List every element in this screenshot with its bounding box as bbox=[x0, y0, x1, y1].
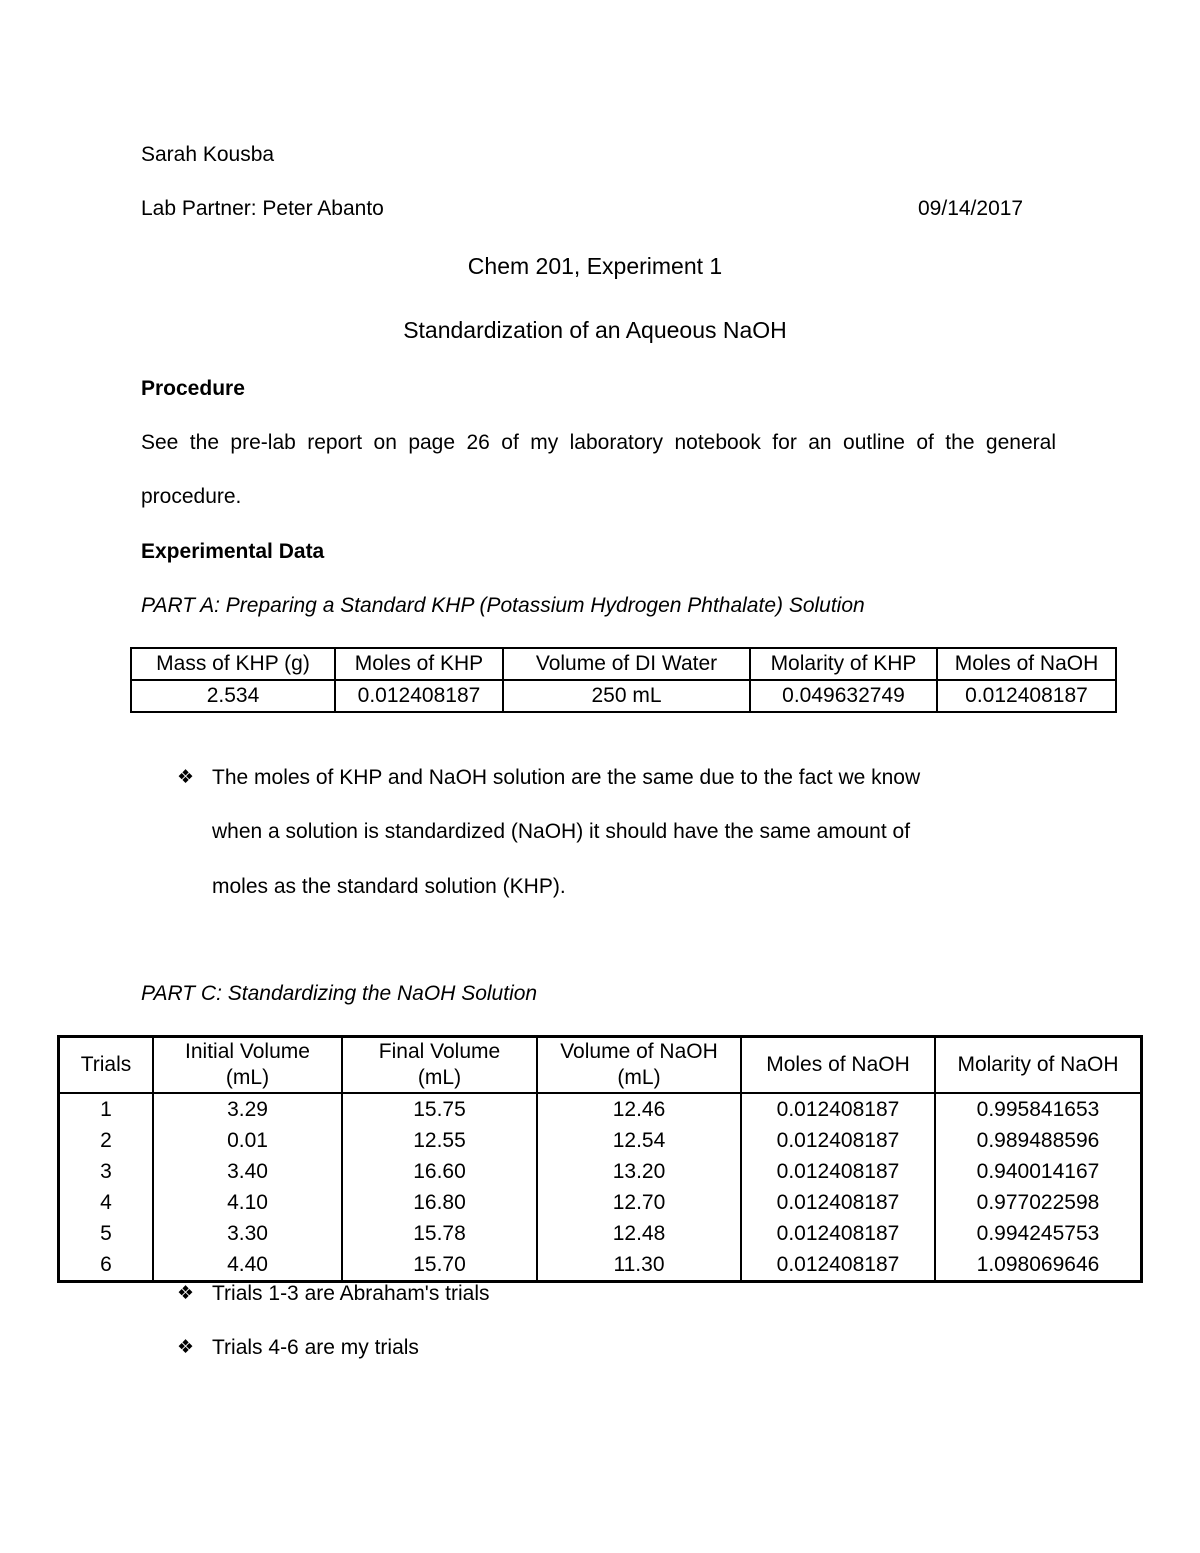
table-cell: 0.049632749 bbox=[750, 680, 937, 712]
table-header-cell bbox=[59, 1037, 154, 1094]
header-line: Final Volume bbox=[378, 1040, 501, 1063]
header-line: (mL) bbox=[225, 1066, 270, 1089]
table-cell: 1 bbox=[59, 1093, 154, 1125]
table-row bbox=[59, 1249, 1142, 1282]
table-cell: 0.012408187 bbox=[741, 1093, 935, 1125]
note-text: The moles of KHP and NaOH solution are the same due to the fact we know bbox=[212, 766, 921, 789]
report-subtitle: Standardization of an Aqueous NaOH bbox=[403, 317, 787, 343]
table-row bbox=[59, 1125, 1142, 1156]
table-header-row bbox=[131, 648, 1116, 680]
table-cell: 2 bbox=[59, 1125, 154, 1156]
lab-partner: Lab Partner: Peter Abanto bbox=[141, 197, 384, 220]
table-cell: 0.012408187 bbox=[741, 1156, 935, 1187]
table-header-cell: Molarity of KHP bbox=[750, 648, 937, 680]
table-cell: 0.012408187 bbox=[741, 1249, 935, 1282]
header-line: (mL) bbox=[417, 1066, 462, 1089]
table-cell: 15.70 bbox=[342, 1249, 537, 1282]
table-cell: 4 bbox=[59, 1187, 154, 1218]
table-header-cell bbox=[342, 1037, 537, 1094]
procedure-text: See the pre-lab report on page 26 of my laboratory notebook for an outline of the general procedure. bbox=[141, 431, 1056, 508]
table-row bbox=[59, 1156, 1142, 1187]
table-cell: 3.29 bbox=[153, 1093, 342, 1125]
table-cell: 11.30 bbox=[537, 1249, 741, 1282]
header-line: Moles of NaOH bbox=[766, 1053, 910, 1076]
part-c-table bbox=[57, 1035, 1143, 1283]
report-date: 09/14/2017 bbox=[918, 197, 1024, 220]
diamond-bullet-icon: ❖ bbox=[177, 767, 195, 788]
table-cell: 12.70 bbox=[537, 1187, 741, 1218]
table-cell: 2.534 bbox=[131, 680, 335, 712]
table-cell: 0.989488596 bbox=[935, 1125, 1142, 1156]
table-header-cell: Moles of KHP bbox=[335, 648, 503, 680]
table-cell: 250 mL bbox=[503, 680, 750, 712]
table-cell: 3 bbox=[59, 1156, 154, 1187]
table-header-cell bbox=[741, 1037, 935, 1094]
header-line: Volume of NaOH bbox=[560, 1040, 718, 1063]
table-cell: 12.46 bbox=[537, 1093, 741, 1125]
table-cell: 15.78 bbox=[342, 1218, 537, 1249]
note-text: Trials 1-3 are Abraham's trials bbox=[212, 1282, 490, 1305]
table-header-cell: Moles of NaOH bbox=[937, 648, 1116, 680]
table-cell: 0.994245753 bbox=[935, 1218, 1142, 1249]
author-name: Sarah Kousba bbox=[141, 143, 275, 166]
table-cell: 13.20 bbox=[537, 1156, 741, 1187]
table-header-row bbox=[59, 1037, 1142, 1094]
note-text: moles as the standard solution (KHP). bbox=[212, 875, 566, 898]
part-a-title: PART A: Preparing a Standard KHP (Potassium Hydrogen Phthalate) Solution bbox=[141, 594, 865, 617]
table-cell: 0.012408187 bbox=[741, 1125, 935, 1156]
table-cell: 4.10 bbox=[153, 1187, 342, 1218]
header-line: Trials bbox=[80, 1053, 132, 1076]
part-a-table bbox=[130, 647, 1117, 713]
table-cell: 0.940014167 bbox=[935, 1156, 1142, 1187]
note-text: Trials 4-6 are my trials bbox=[212, 1336, 419, 1359]
procedure-heading: Procedure bbox=[141, 377, 245, 400]
table-header-cell bbox=[153, 1037, 342, 1094]
table-header-cell bbox=[537, 1037, 741, 1094]
experimental-data-heading: Experimental Data bbox=[141, 540, 325, 563]
table-header-cell bbox=[935, 1037, 1142, 1094]
table-cell: 0.012408187 bbox=[937, 680, 1116, 712]
table-cell: 0.012408187 bbox=[741, 1187, 935, 1218]
table-header-cell: Mass of KHP (g) bbox=[131, 648, 335, 680]
table-cell: 0.995841653 bbox=[935, 1093, 1142, 1125]
part-c-title: PART C: Standardizing the NaOH Solution bbox=[141, 982, 538, 1005]
table-row bbox=[59, 1093, 1142, 1125]
table-cell: 5 bbox=[59, 1218, 154, 1249]
header-line: Initial Volume bbox=[185, 1040, 310, 1063]
table-cell: 12.54 bbox=[537, 1125, 741, 1156]
table-cell: 16.80 bbox=[342, 1187, 537, 1218]
table-cell: 4.40 bbox=[153, 1249, 342, 1282]
note-text: when a solution is standardized (NaOH) it should have the same amount of bbox=[212, 820, 911, 843]
table-cell: 6 bbox=[59, 1249, 154, 1282]
table-cell: 12.55 bbox=[342, 1125, 537, 1156]
table-cell: 0.012408187 bbox=[335, 680, 503, 712]
table-cell: 1.098069646 bbox=[935, 1249, 1142, 1282]
table-cell: 3.40 bbox=[153, 1156, 342, 1187]
diamond-bullet-icon: ❖ bbox=[177, 1283, 195, 1304]
table-cell: 0.012408187 bbox=[741, 1218, 935, 1249]
report-title: Chem 201, Experiment 1 bbox=[467, 253, 723, 279]
table-cell: 0.977022598 bbox=[935, 1187, 1142, 1218]
table-cell: 12.48 bbox=[537, 1218, 741, 1249]
diamond-bullet-icon: ❖ bbox=[177, 1337, 195, 1358]
table-cell: 16.60 bbox=[342, 1156, 537, 1187]
header-line: Molarity of NaOH bbox=[957, 1053, 1119, 1076]
table-cell: 0.01 bbox=[153, 1125, 342, 1156]
table-cell: 15.75 bbox=[342, 1093, 537, 1125]
table-cell: 3.30 bbox=[153, 1218, 342, 1249]
table-row bbox=[131, 680, 1116, 712]
header-line: (mL) bbox=[617, 1066, 661, 1089]
table-row bbox=[59, 1187, 1142, 1218]
table-header-cell: Volume of DI Water bbox=[503, 648, 750, 680]
table-row bbox=[59, 1218, 1142, 1249]
